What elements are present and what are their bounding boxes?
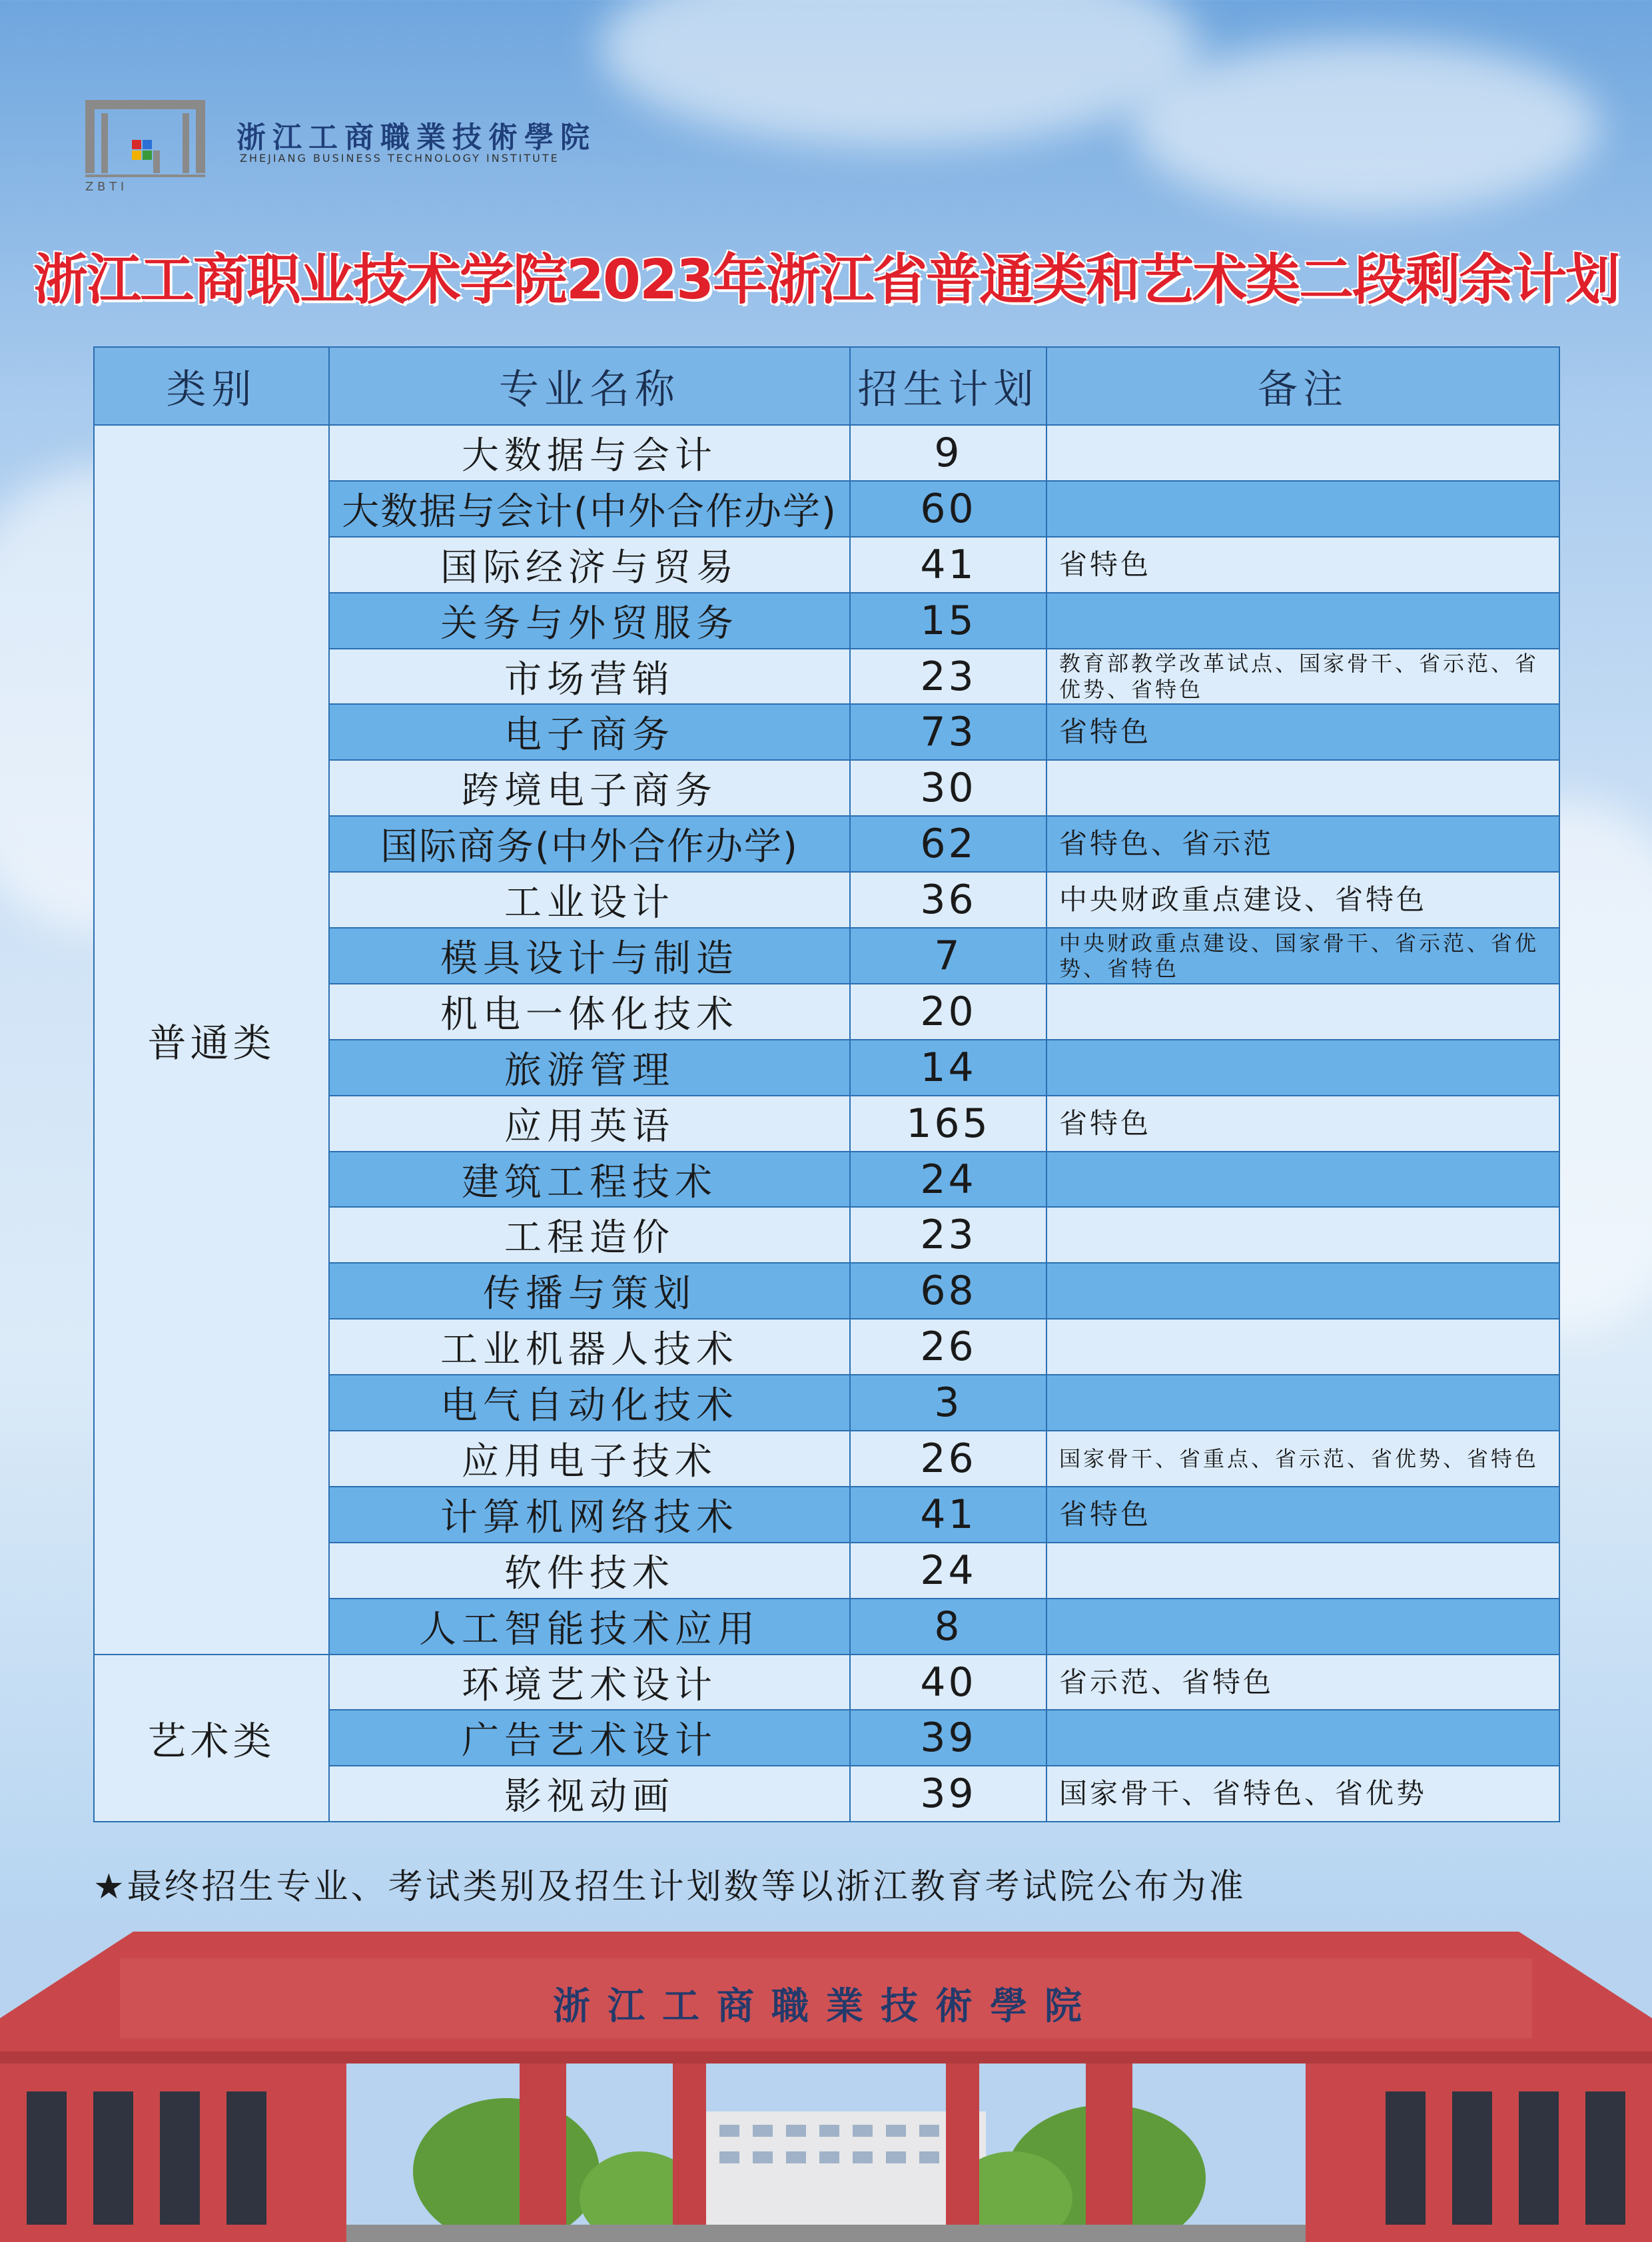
table-row: [94, 1655, 1559, 1710]
note-cell: [1046, 1543, 1559, 1599]
plan-count-cell: 41: [850, 1487, 1046, 1543]
major-name-cell: 电气自动化技术: [329, 1375, 850, 1431]
plan-table: [93, 346, 1559, 1822]
note-cell: [1046, 1319, 1559, 1375]
major-name-cell: 工程造价: [329, 1207, 850, 1263]
plan-count-cell: 40: [850, 1655, 1046, 1710]
header-note: 备注: [1046, 347, 1559, 425]
plan-count-cell: 23: [850, 1207, 1046, 1263]
plan-count-cell: 68: [850, 1263, 1046, 1319]
plan-count-cell: 39: [850, 1710, 1046, 1766]
major-name-cell: 大数据与会计(中外合作办学): [329, 481, 850, 537]
major-name-cell: 传播与策划: [329, 1263, 850, 1319]
major-name-cell: 旅游管理: [329, 1040, 850, 1096]
header-major: 专业名称: [329, 347, 850, 425]
plan-count-cell: 36: [850, 872, 1046, 928]
major-name-cell: 市场营销: [329, 649, 850, 705]
major-name-cell: 模具设计与制造: [329, 928, 850, 984]
note-cell: [1046, 425, 1559, 481]
plan-count-cell: 23: [850, 649, 1046, 705]
note-cell: [1046, 481, 1559, 537]
header-plan: 招生计划: [850, 347, 1046, 425]
note-cell: [1046, 1040, 1559, 1096]
institute-logo: [79, 93, 212, 193]
major-name-cell: 电子商务: [329, 704, 850, 760]
note-cell: 省特色: [1046, 1487, 1559, 1543]
major-name-cell: 软件技术: [329, 1543, 850, 1599]
note-cell: [1046, 1599, 1559, 1655]
note-cell: [1046, 1710, 1559, 1766]
major-name-cell: 建筑工程技术: [329, 1152, 850, 1208]
cloud: [1132, 40, 1599, 213]
plan-count-cell: 62: [850, 816, 1046, 872]
note-cell: 省特色: [1046, 704, 1559, 760]
plan-count-cell: 165: [850, 1096, 1046, 1152]
plan-count-cell: 41: [850, 537, 1046, 593]
major-name-cell: 国际商务(中外合作办学): [329, 816, 850, 872]
note-cell: [1046, 593, 1559, 649]
note-cell: 国家骨干、省重点、省示范、省优势、省特色: [1046, 1431, 1559, 1487]
note-cell: [1046, 1263, 1559, 1319]
major-name-cell: 跨境电子商务: [329, 760, 850, 816]
major-name-cell: 大数据与会计: [329, 425, 850, 481]
note-cell: [1046, 1207, 1559, 1263]
major-name-cell: 机电一体化技术: [329, 984, 850, 1040]
plan-count-cell: 15: [850, 593, 1046, 649]
gate-sign: 浙江工商職業技術學院: [553, 1984, 1099, 2028]
plan-count-cell: 24: [850, 1152, 1046, 1208]
note-cell: [1046, 1152, 1559, 1208]
plan-count-cell: 8: [850, 1599, 1046, 1655]
plan-count-cell: 26: [850, 1319, 1046, 1375]
cloud: [600, 0, 1199, 147]
logo-abbr: Z B T I: [85, 180, 125, 193]
plan-count-cell: 60: [850, 481, 1046, 537]
note-cell: 国家骨干、省特色、省优势: [1046, 1766, 1559, 1822]
major-name-cell: 国际经济与贸易: [329, 537, 850, 593]
note-cell: 中央财政重点建设、省特色: [1046, 872, 1559, 928]
logo-english-name: ZHEJIANG BUSINESS TECHNOLOGY INSTITUTE: [240, 152, 560, 165]
page-title: 浙江工商职业技术学院2023年浙江省普通类和艺术类二段剩余计划: [33, 248, 1619, 312]
major-name-cell: 关务与外贸服务: [329, 593, 850, 649]
plan-count-cell: 14: [850, 1040, 1046, 1096]
major-name-cell: 应用电子技术: [329, 1431, 850, 1487]
category-cell: 普通类: [94, 425, 329, 1655]
plan-count-cell: 26: [850, 1431, 1046, 1487]
logo-name: 浙江工商職業技術學院: [236, 121, 596, 155]
major-name-cell: 广告艺术设计: [329, 1710, 850, 1766]
note-cell: [1046, 1375, 1559, 1431]
major-name-cell: 影视动画: [329, 1766, 850, 1822]
header-category: 类别: [94, 347, 329, 425]
note-cell: 省示范、省特色: [1046, 1655, 1559, 1710]
plan-count-cell: 73: [850, 704, 1046, 760]
table-body: [94, 425, 1559, 1822]
table-header-row: [94, 347, 1559, 425]
note-cell: 省特色、省示范: [1046, 816, 1559, 872]
footnote: ★最终招生专业、考试类别及招生计划数等以浙江教育考试院公布为准: [93, 1867, 1246, 1907]
note-cell: 省特色: [1046, 537, 1559, 593]
major-name-cell: 工业设计: [329, 872, 850, 928]
plan-count-cell: 24: [850, 1543, 1046, 1599]
major-name-cell: 计算机网络技术: [329, 1487, 850, 1543]
table-row: [94, 425, 1559, 481]
note-cell: 教育部教学改革试点、国家骨干、省示范、省优势、省特色: [1046, 649, 1559, 705]
plan-count-cell: 7: [850, 928, 1046, 984]
plan-count-cell: 39: [850, 1766, 1046, 1822]
note-cell: [1046, 984, 1559, 1040]
plan-count-cell: 9: [850, 425, 1046, 481]
major-name-cell: 应用英语: [329, 1096, 850, 1152]
major-name-cell: 环境艺术设计: [329, 1655, 850, 1710]
note-cell: 省特色: [1046, 1096, 1559, 1152]
major-name-cell: 人工智能技术应用: [329, 1599, 850, 1655]
plan-count-cell: 20: [850, 984, 1046, 1040]
campus-gate-illustration: [0, 1918, 1652, 2242]
note-cell: [1046, 760, 1559, 816]
note-cell: 中央财政重点建设、国家骨干、省示范、省优势、省特色: [1046, 928, 1559, 984]
plan-count-cell: 3: [850, 1375, 1046, 1431]
category-cell: 艺术类: [94, 1655, 329, 1822]
major-name-cell: 工业机器人技术: [329, 1319, 850, 1375]
plan-count-cell: 30: [850, 760, 1046, 816]
